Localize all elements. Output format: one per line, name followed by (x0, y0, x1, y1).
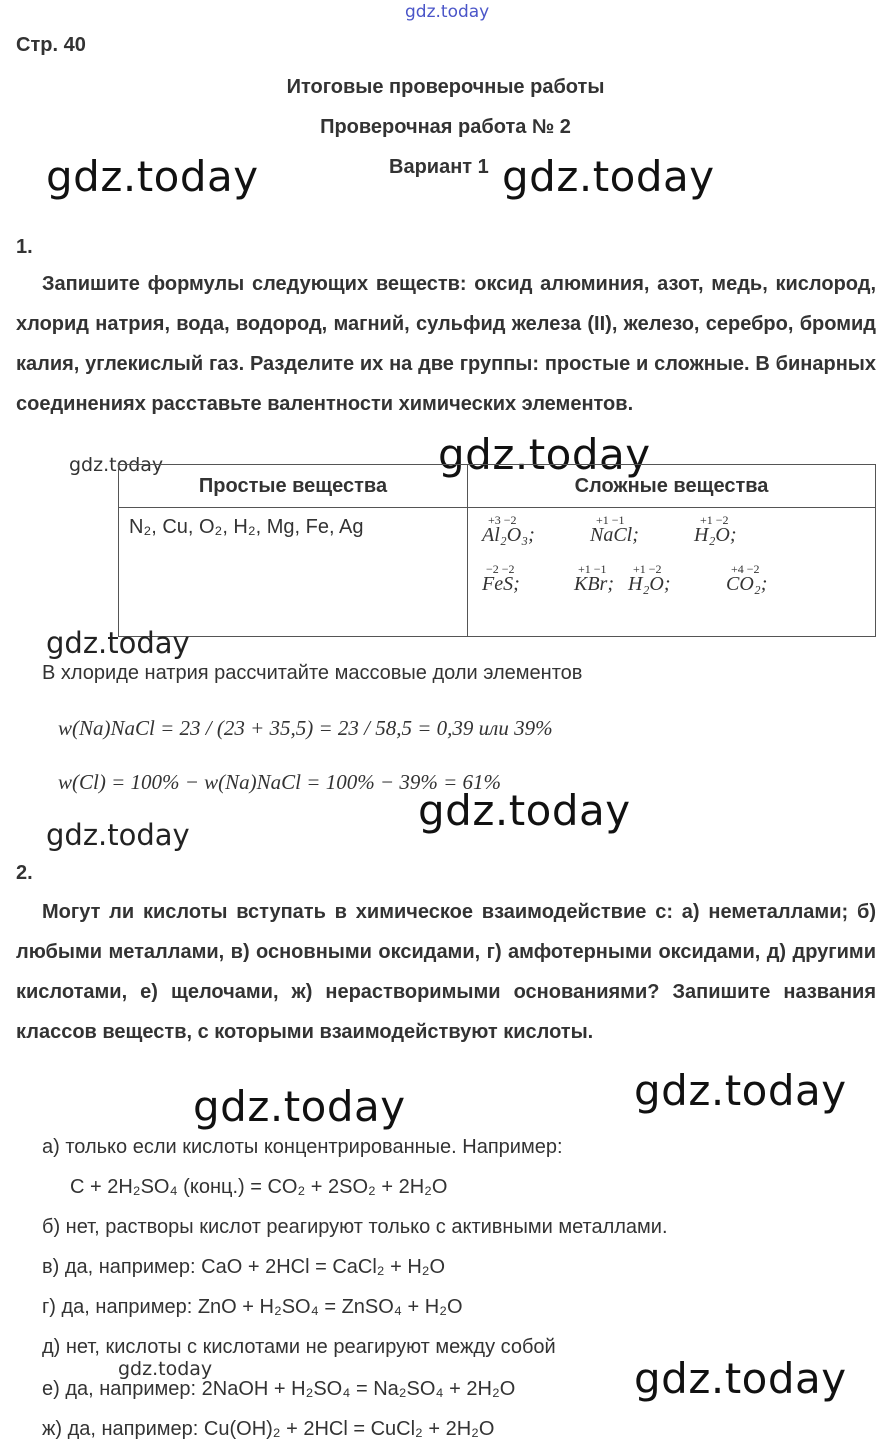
watermark: gdz.today (118, 1358, 213, 1380)
task-2-number: 2. (16, 862, 33, 884)
simple-substances-cell (119, 508, 468, 637)
formula-w-na: w(Na)NaCl = 23 / (23 + 35,5) = 23 / 58,5 = 0,39 или 39% (58, 716, 553, 740)
watermark: gdz.today (69, 454, 164, 476)
oxidation-states: +1 −2 (633, 562, 662, 576)
heading-test-2: Проверочная работа № 2 (320, 116, 571, 138)
oxidation-states: −2 −2 (486, 562, 515, 576)
watermark: gdz.today (46, 626, 190, 660)
watermark: gdz.today (46, 152, 259, 201)
answer-d: д) нет, кислоты с кислотами не реагируют между собой (42, 1336, 556, 1358)
answer-v: в) да, например: CaO + 2HCl = CaCl₂ + H₂O (42, 1256, 446, 1278)
formula-al2o3: Al₂O₃; (482, 524, 535, 546)
oxidation-states: +3 −2 (488, 513, 517, 527)
answer-e: е) да, например: 2NaOH + H₂SO₄ = Na₂SO₄ + 2H₂O (42, 1378, 516, 1400)
formula-h2o: H₂O; (694, 524, 737, 546)
formula-h2o: H₂O; (628, 573, 671, 595)
watermark: gdz.today (634, 1354, 847, 1403)
formula-kbr: KBr; (574, 573, 614, 595)
complex-substances-cell (468, 508, 876, 637)
answer-g: г) да, например: ZnO + H₂SO₄ = ZnSO₄ + H₂O (42, 1296, 463, 1318)
watermark: gdz.today (634, 1066, 847, 1115)
watermark: gdz.today (438, 430, 651, 479)
answer-zh: ж) да, например: Cu(OH)₂ + 2HCl = CuCl₂ + 2H₂O (42, 1418, 495, 1440)
formula-co2: CO₂; (726, 573, 768, 595)
substances-table (118, 464, 876, 637)
watermark: gdz.today (502, 152, 715, 201)
task-1-text: Запишите формулы следующих веществ: оксид алюминия, азот, медь, кислород, хлорид натрия, вода, водород, магний, сульфид железа (II), железо, серебро, бромид калия, углекислый газ. Разделите их на две группы: простые и сложные. В бинарных соединениях расставьте валентности химических элементов. (16, 273, 876, 415)
page-label: Стр. 40 (16, 34, 86, 56)
oxidation-states: +4 −2 (731, 562, 760, 576)
watermark: gdz.today (46, 818, 190, 852)
simple-substances: N₂, Cu, O₂, H₂, Mg, Fe, Ag (129, 516, 364, 538)
formula-nacl: NaCl; (590, 524, 639, 546)
formula-w-cl: w(Cl) = 100% − w(Na)NaCl = 100% − 39% = 61% (58, 770, 502, 794)
variant-label: Вариант 1 (389, 156, 489, 178)
oxidation-states: +1 −1 (596, 513, 625, 527)
formula-fes: FeS; (482, 573, 520, 595)
answer-b: б) нет, растворы кислот реагируют только с активными металлами. (42, 1216, 668, 1238)
task-1-number: 1. (16, 236, 33, 258)
task-2-text: Могут ли кислоты вступать в химическое взаимодействие с: а) неметаллами; б) любыми металлами, в) основными оксидами, г) амфотерными оксидами, д) другими кислотами, е) щелочами, ж) нерастворимыми основаниями? Запишите названия классов веществ, с которыми взаимодействуют кислоты. (16, 901, 876, 1043)
answer-a: а) только если кислоты концентрированные. Например: (42, 1136, 563, 1158)
heading-final-works: Итоговые проверочные работы (286, 76, 605, 98)
oxidation-states: +1 −1 (578, 562, 607, 576)
watermark: gdz.today (418, 786, 631, 835)
oxidation-states: +1 −2 (700, 513, 729, 527)
col-header-simple: Простые вещества (119, 465, 468, 508)
answer-a-equation: C + 2H₂SO₄ (конц.) = CO₂ + 2SO₂ + 2H₂O (70, 1176, 448, 1198)
mass-fraction-task: В хлориде натрия рассчитайте массовые доли элементов (42, 662, 583, 684)
col-header-complex: Сложные вещества (468, 465, 876, 508)
watermark: gdz.today (193, 1082, 406, 1131)
watermark-top: gdz.today (405, 2, 490, 22)
